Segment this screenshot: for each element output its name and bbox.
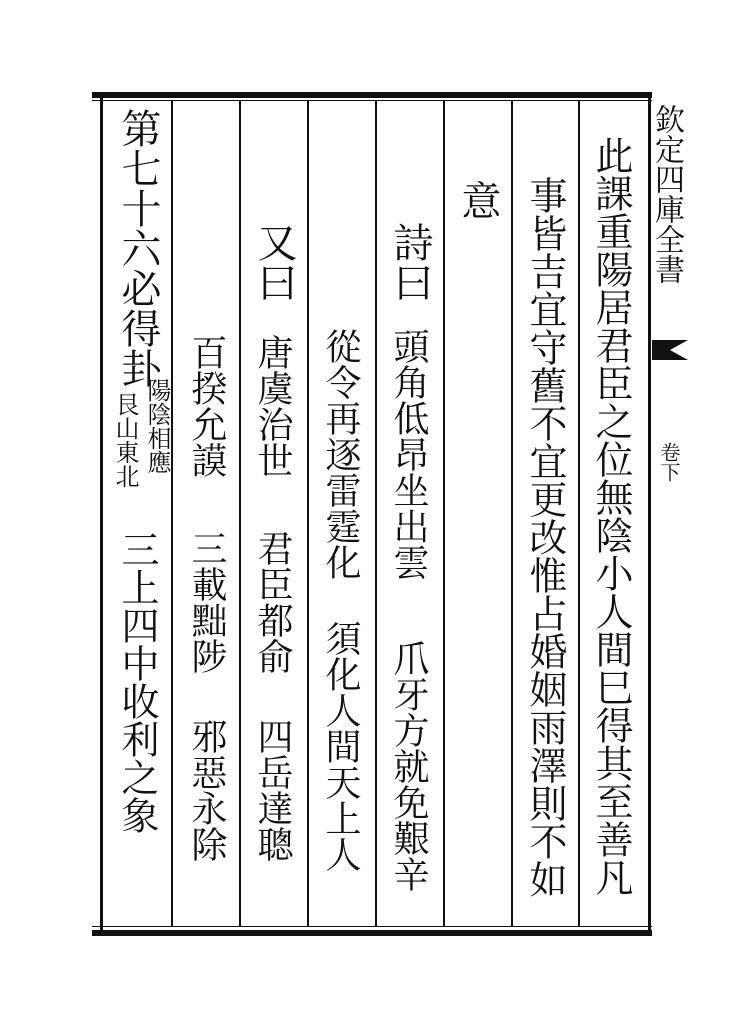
fishtail-mark xyxy=(652,340,688,360)
text-column-2: 事皆吉宜守舊不宜更改惟占婚姻雨澤則不如 xyxy=(523,176,567,898)
column-divider xyxy=(578,100,580,926)
interlinear-note-left: 艮山東北 xyxy=(111,392,139,488)
top-border-rule-thin xyxy=(92,100,652,101)
text-column-3: 意 xyxy=(455,180,501,220)
bottom-border-rule xyxy=(92,930,652,936)
poem-line: 從令再逐雷霆化 xyxy=(320,328,361,580)
column-divider xyxy=(375,100,377,926)
verse-line: 百揆允謨 xyxy=(186,334,227,478)
hexagram-heading: 第七十六必得卦 xyxy=(115,108,161,388)
left-border-rule xyxy=(100,92,103,932)
poem-line: 須化人間天上人 xyxy=(320,620,361,872)
verse-line: 唐虞治世 xyxy=(252,334,293,478)
top-border-rule xyxy=(92,92,652,98)
interlinear-note-right: 陽陰相應 xyxy=(143,378,171,474)
hexagram-text: 三上四中收利之象 xyxy=(115,530,159,834)
poem-line: 頭角低昂坐出雲 xyxy=(388,328,429,580)
verse-line: 四岳達聰 xyxy=(252,718,293,862)
verse-line: 君臣都俞 xyxy=(252,530,293,674)
column-divider xyxy=(443,100,445,926)
volume-label-margin: 卷下 xyxy=(657,442,681,482)
text-column-1: 此課重陽居君臣之位無陰小人間巳得其至善凡 xyxy=(589,136,633,896)
poem-heading: 詩曰 xyxy=(387,222,433,302)
bottom-border-rule-thin xyxy=(92,926,652,927)
column-divider xyxy=(307,100,309,926)
book-title-margin: 欽定四庫全書 xyxy=(649,104,684,284)
column-divider xyxy=(239,100,241,926)
column-divider xyxy=(511,100,513,926)
verse-heading: 又曰 xyxy=(251,222,297,302)
verse-line: 邪惡永除 xyxy=(186,718,227,862)
poem-line: 爪牙方就免艱辛 xyxy=(388,640,429,892)
column-divider xyxy=(171,100,173,926)
verse-line: 三載黜陟 xyxy=(186,530,227,674)
